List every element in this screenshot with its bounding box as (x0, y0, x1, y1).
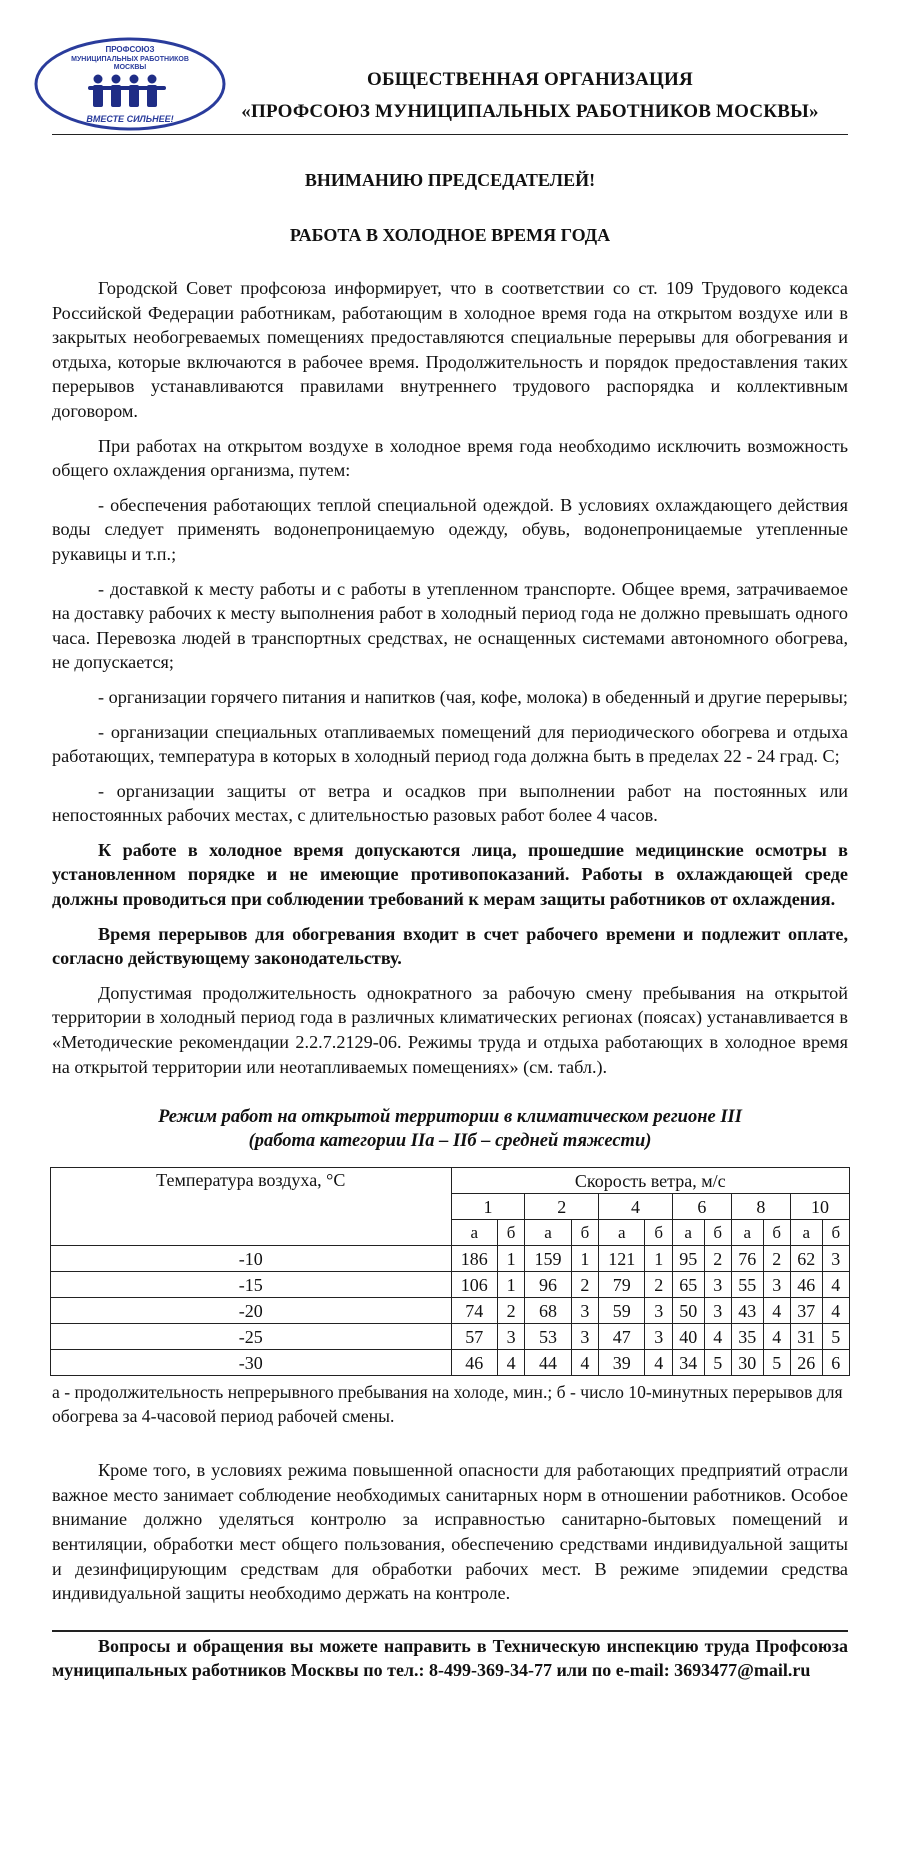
breaks-cell: 4 (822, 1298, 849, 1324)
breaks-cell: 5 (763, 1350, 790, 1376)
breaks-cell: 2 (571, 1272, 598, 1298)
document-body (52, 276, 848, 1079)
subheader-b: б (822, 1220, 849, 1246)
duration-cell: 106 (451, 1272, 497, 1298)
subheader-b: б (571, 1220, 598, 1246)
subheader-a: а (790, 1220, 822, 1246)
temperature-cell: -25 (51, 1324, 452, 1350)
duration-cell: 44 (525, 1350, 571, 1376)
duration-cell: 26 (790, 1350, 822, 1376)
letterhead (52, 22, 848, 132)
duration-cell: 79 (599, 1272, 645, 1298)
subheader-a: а (451, 1220, 497, 1246)
subheader-a: а (599, 1220, 645, 1246)
contact-footer: Вопросы и обращения вы можете направить в Техническую инспекцию труда Профсоюза муниципальных работников Москвы по тел.: 8-499-369-34-77 или по e-mail: 3693477@mail.ru (52, 1635, 848, 1680)
duration-cell: 46 (451, 1350, 497, 1376)
duration-cell: 59 (599, 1298, 645, 1324)
closing-section (52, 1458, 848, 1606)
breaks-cell: 3 (497, 1324, 524, 1350)
breaks-cell: 4 (763, 1298, 790, 1324)
breaks-cell: 2 (497, 1298, 524, 1324)
measure-food: - организации горячего питания и напитков (чая, кофе, молока) в обеденный и другие перерывы; (98, 686, 848, 707)
measure-heated-rooms: - организации специальных отапливаемых помещений для периодического обогрева и отдыха работающих, температура в которых в холодный период года должна быть в пределах 22 - 24 град. С; (52, 721, 848, 767)
breaks-cell: 2 (763, 1246, 790, 1272)
breaks-cell: 4 (571, 1350, 598, 1376)
measure-transport: - доставкой к месту работы и с работы в утепленном транспорте. Общее время, затрачиваемое на доставку рабочих к месту выполнения работ в холодный период года не должно превышать одного часа. Перевозка людей в транспортных средствах, не оснащенных системами автономного обогрева, не допускается; (52, 578, 848, 673)
duration-cell: 53 (525, 1324, 571, 1350)
subheader-b: б (497, 1220, 524, 1246)
duration-cell: 96 (525, 1272, 571, 1298)
duration-cell: 43 (731, 1298, 763, 1324)
logo-line-1: МУНИЦИПАЛЬНЫХ РАБОТНИКОВ (71, 56, 189, 63)
duration-cell: 40 (672, 1324, 704, 1350)
breaks-cell: 3 (704, 1272, 731, 1298)
temperature-header: Температура воздуха, °С (51, 1168, 452, 1246)
duration-cell: 74 (451, 1298, 497, 1324)
duration-cell: 62 (790, 1246, 822, 1272)
org-line-2: «ПРОФСОЮЗ МУНИЦИПАЛЬНЫХ РАБОТНИКОВ МОСКВЫ» (241, 101, 819, 122)
breaks-cell: 3 (822, 1246, 849, 1272)
logo-arc-text: ПРОФСОЮЗ (105, 45, 155, 54)
table-caption-line-1: Режим работ на открытой территории в климатическом регионе III (158, 1107, 742, 1128)
org-line-1: ОБЩЕСТВЕННАЯ ОРГАНИЗАЦИЯ (367, 69, 693, 90)
duration-cell: 95 (672, 1246, 704, 1272)
document-page (52, 22, 848, 1682)
breaks-cell: 4 (645, 1350, 672, 1376)
temperature-cell: -10 (51, 1246, 452, 1272)
duration-cell: 68 (525, 1298, 571, 1324)
subheader-b: б (645, 1220, 672, 1246)
duration-cell: 30 (731, 1350, 763, 1376)
subheader-b: б (704, 1220, 731, 1246)
breaks-cell: 6 (822, 1350, 849, 1376)
breaks-cell: 2 (704, 1246, 731, 1272)
page-title: ВНИМАНИЮ ПРЕДСЕДАТЕЛЕЙ! (304, 170, 596, 190)
breaks-cell: 1 (645, 1246, 672, 1272)
page-subtitle: РАБОТА В ХОЛОДНОЕ ВРЕМЯ ГОДА (289, 225, 611, 245)
temperature-cell: -30 (51, 1350, 452, 1376)
duration-cell: 76 (731, 1246, 763, 1272)
breaks-cell: 3 (704, 1298, 731, 1324)
breaks-cell: 5 (704, 1350, 731, 1376)
wind-speed-1: 1 (451, 1194, 525, 1220)
duration-cell: 35 (731, 1324, 763, 1350)
breaks-cell: 3 (571, 1298, 598, 1324)
wind-speed-4: 4 (599, 1194, 673, 1220)
breaks-cell: 3 (571, 1324, 598, 1350)
union-logo (32, 34, 228, 134)
temperature-cell: -15 (51, 1272, 452, 1298)
breaks-cell: 2 (645, 1272, 672, 1298)
duration-cell: 65 (672, 1272, 704, 1298)
table-row (51, 1350, 850, 1376)
duration-cell: 39 (599, 1350, 645, 1376)
duration-cell: 186 (451, 1246, 497, 1272)
table-row (51, 1298, 850, 1324)
duration-cell: 57 (451, 1324, 497, 1350)
table-row (51, 1272, 850, 1298)
breaks-cell: 1 (571, 1246, 598, 1272)
paragraph-intro: Городской Совет профсоюза информирует, что в соответствии со ст. 109 Трудового кодекса Российской Федерации работникам, работающим в холодное время года на открытом воздухе или в закрытых необогреваемых помещениях предоставляются специальные перерывы для обогревания и отдыха, которые включаются в рабочее время. Продолжительность и порядок предоставления таких перерывов устанавливаются правилами внутреннего трудового распорядка и коллективным договором. (52, 278, 848, 421)
subheader-a: а (525, 1220, 571, 1246)
duration-cell: 50 (672, 1298, 704, 1324)
wind-speed-2: 2 (525, 1194, 599, 1220)
breaks-cell: 3 (763, 1272, 790, 1298)
wind-speed-8: 8 (731, 1194, 790, 1220)
wind-speed-10: 10 (790, 1194, 849, 1220)
table-row (51, 1324, 850, 1350)
breaks-cell: 5 (822, 1324, 849, 1350)
table-row (51, 1246, 850, 1272)
paragraph-sanitary: Кроме того, в условиях режима повышенной опасности для работающих предприятий отрасли важное место занимает соблюдение необходимых санитарных норм в отношении работников. Особое внимание должно уделяться контролю за исправностью санитарно-бытовых помещений и вентиляции, обработки мест общего пользования, обеспечению средствами индивидуальной защиты и дезинфицирующим средствам для обработки рабочих мест. В режиме эпидемии средства индивидуальной защиты необходимо держать на контроле. (52, 1460, 848, 1604)
work-regime-table (50, 1167, 850, 1376)
paragraph-measures: При работах на открытом воздухе в холодное время года необходимо исключить возможность общего охлаждения организма, путем: (52, 435, 848, 481)
temperature-cell: -20 (51, 1298, 452, 1324)
breaks-cell: 1 (497, 1246, 524, 1272)
paragraph-paid-breaks: Время перерывов для обогревания входит в счет рабочего времени и подлежит оплате, согласно действующему законодательству. (52, 923, 848, 969)
duration-cell: 31 (790, 1324, 822, 1350)
organization-name (212, 64, 848, 128)
breaks-cell: 4 (763, 1324, 790, 1350)
subheader-a: а (731, 1220, 763, 1246)
breaks-cell: 1 (497, 1272, 524, 1298)
wind-speed-6: 6 (672, 1194, 731, 1220)
duration-cell: 46 (790, 1272, 822, 1298)
breaks-cell: 3 (645, 1324, 672, 1350)
logo-line-2: МОСКВЫ (113, 64, 147, 71)
paragraph-recommendations: Допустимая продолжительность однократного за рабочую смену пребывания на открытой территории в холодный период года в различных климатических регионах (поясах) устанавливается в «Методические рекомендации 2.2.7.2129-06. Режимы труда и отдыха работающих в холодное время на открытой территории или неотапливаемых помещениях» (см. табл.). (52, 982, 848, 1077)
duration-cell: 34 (672, 1350, 704, 1376)
subheader-b: б (763, 1220, 790, 1246)
duration-cell: 55 (731, 1272, 763, 1298)
logo-slogan: ВМЕСТЕ СИЛЬНЕЕ! (86, 114, 174, 124)
breaks-cell: 4 (704, 1324, 731, 1350)
header-divider (52, 134, 848, 135)
breaks-cell: 4 (822, 1272, 849, 1298)
breaks-cell: 4 (497, 1350, 524, 1376)
duration-cell: 47 (599, 1324, 645, 1350)
duration-cell: 159 (525, 1246, 571, 1272)
duration-cell: 121 (599, 1246, 645, 1272)
subheader-a: а (672, 1220, 704, 1246)
footer-divider (52, 1630, 848, 1632)
table-caption-line-2: (работа категории IIа – IIб – средней тяжести) (248, 1131, 652, 1152)
breaks-cell: 3 (645, 1298, 672, 1324)
wind-speed-header: Скорость ветра, м/с (451, 1168, 849, 1194)
table-note: а - продолжительность непрерывного пребывания на холоде, мин.; б - число 10-минутных перерывов для обогрева за 4-часовой период рабочей смены. (52, 1382, 843, 1427)
table-caption (52, 1105, 848, 1153)
measure-clothing: - обеспечения работающих теплой специальной одеждой. В условиях охлаждающего действия воды следует применять водонепроницаемую одежду, обувь, водонепроницаемые утепленные рукавицы и т.п.; (52, 494, 848, 564)
paragraph-medical: К работе в холодное время допускаются лица, прошедшие медицинские осмотры в установленном порядке и не имеющие противопоказаний. Работы в охлаждающей среде должны проводиться при соблюдении требований к мерам защиты работников от охлаждения. (52, 839, 848, 910)
measure-wind-protection: - организации защиты от ветра и осадков при выполнении работ на постоянных или непостоянных рабочих местах, с длительностью разовых работ более 4 часов. (52, 780, 848, 826)
duration-cell: 37 (790, 1298, 822, 1324)
